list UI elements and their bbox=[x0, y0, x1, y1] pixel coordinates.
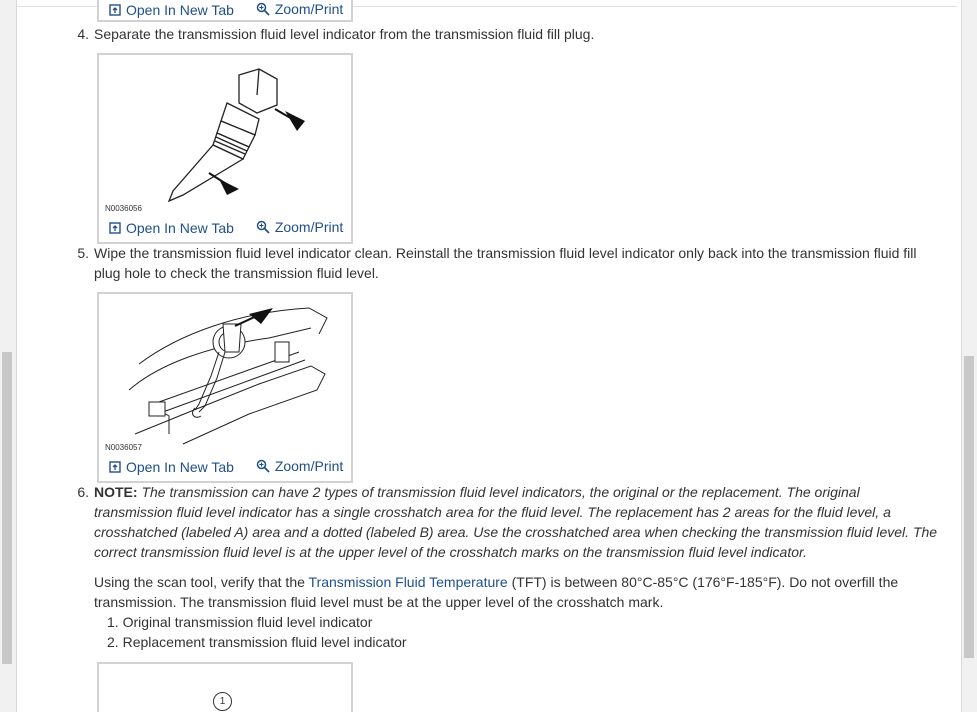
zoom-print-link[interactable]: Zoom/Print bbox=[256, 219, 343, 235]
figure-fluid-indicators bbox=[97, 662, 353, 712]
open-in-new-tab-link[interactable]: Open In New Tab bbox=[109, 220, 234, 236]
step-text: Wipe the transmission fluid level indicator clean. Reinstall the transmission fluid level indicator only back into the transmission fluid fill plug hole to check the transmission fluid level. bbox=[94, 245, 917, 281]
right-scrollbar[interactable] bbox=[961, 0, 977, 712]
step-number: 6. bbox=[77, 484, 89, 500]
zoom-print-link[interactable]: Zoom/Print bbox=[256, 1, 343, 17]
open-in-new-tab-link[interactable]: Open In New Tab bbox=[109, 459, 234, 475]
list-item: 1. Original transmission fluid level indicator bbox=[107, 614, 373, 630]
figure-fill-hole-actions bbox=[109, 458, 361, 476]
note-label: NOTE: bbox=[94, 484, 138, 500]
magnifier-icon bbox=[256, 459, 270, 473]
right-scrollbar-thumb[interactable] bbox=[964, 356, 974, 658]
note-text: correct transmission fluid level is at the upper level of the crosshatch marks on the transmission fluid level indicator. bbox=[94, 544, 808, 560]
note-text: transmission fluid level indicator has a single crosshatch area for the fluid level. The replacement has 2 areas for the fluid level, a bbox=[94, 504, 891, 520]
tft-link[interactable]: Transmission Fluid Temperature bbox=[308, 574, 508, 590]
open-tab-icon bbox=[109, 4, 121, 16]
callout-1: 1 bbox=[213, 692, 232, 711]
left-scrollbar-thumb[interactable] bbox=[2, 352, 12, 664]
note-block bbox=[94, 482, 954, 562]
step-number: 5. bbox=[77, 245, 89, 261]
step-6 bbox=[69, 482, 949, 652]
list-item: 2. Replacement transmission fluid level indicator bbox=[107, 634, 407, 650]
transmission-fill-hole-illustration-icon bbox=[99, 294, 351, 454]
figure-code: N0036057 bbox=[105, 443, 142, 452]
note-text: crosshatched (labeled A) area and a dotted (labeled B) area. Use the crosshatched area when checking the transmission fluid level. The bbox=[94, 524, 938, 540]
figure-previous-actions bbox=[109, 1, 361, 19]
step-number: 4. bbox=[77, 26, 89, 42]
magnifier-icon bbox=[256, 220, 270, 234]
note-text: The transmission can have 2 types of transmission fluid level indicators, the original or the replacement. The original bbox=[141, 484, 860, 500]
step-5 bbox=[69, 243, 949, 283]
figure-code: N0036056 bbox=[105, 204, 142, 213]
open-in-new-tab-link[interactable]: Open In New Tab bbox=[109, 2, 234, 18]
figure-dipstick bbox=[97, 53, 353, 244]
step-4 bbox=[69, 24, 949, 44]
step-paragraph: Using the scan tool, verify that the Transmission Fluid Temperature (TFT) is between 80°C-85°C (176°F-185°F). Do not overfill the transmission. The transmission fluid level must be at the upper level of the crosshatch mark. bbox=[94, 574, 899, 610]
figure-dipstick-actions bbox=[109, 219, 361, 237]
sub-list bbox=[107, 612, 707, 652]
dipstick-plug-illustration-icon bbox=[99, 55, 351, 215]
magnifier-icon bbox=[256, 2, 270, 16]
open-tab-icon bbox=[109, 222, 121, 234]
left-scrollbar[interactable] bbox=[0, 0, 14, 712]
zoom-print-link[interactable]: Zoom/Print bbox=[256, 458, 343, 474]
step-text: Separate the transmission fluid level indicator from the transmission fluid fill plug. bbox=[94, 26, 595, 42]
open-tab-icon bbox=[109, 461, 121, 473]
procedure-content bbox=[16, 0, 962, 712]
figure-fill-hole bbox=[97, 292, 353, 483]
